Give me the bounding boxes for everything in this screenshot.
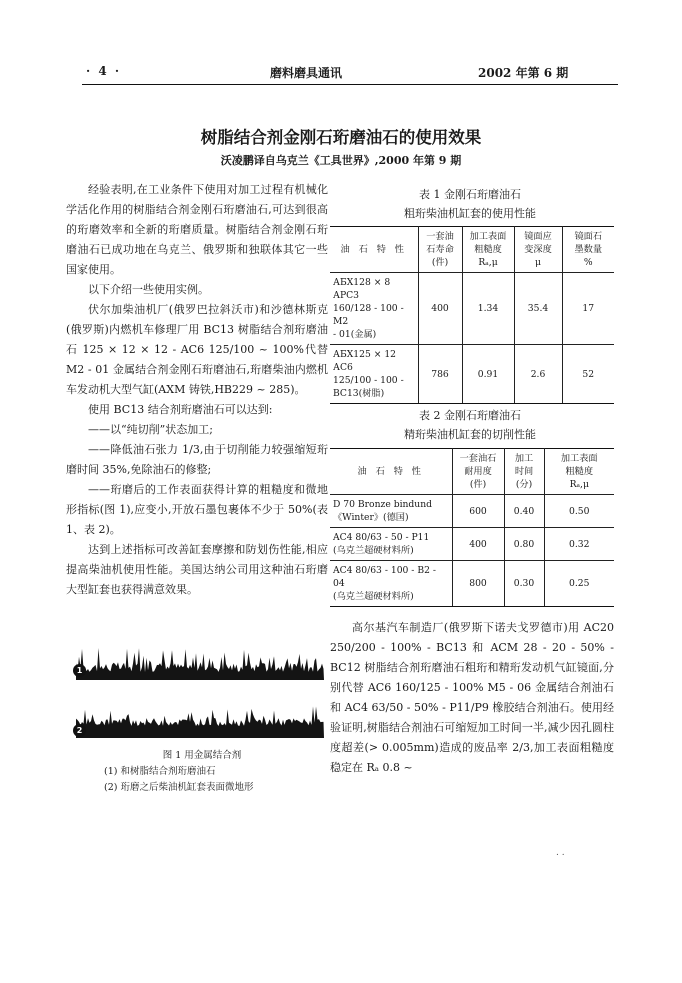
paragraph: 达到上述指标可改善缸套摩擦和防划伤性能,相应提高柴油机使用性能。美国达纳公司用这种油石珩磨大型缸套也获得满意效果。 xyxy=(66,543,328,596)
table1-cell: 0.91 xyxy=(462,345,514,404)
figure-caption-item: (1) 和树脂结合剂珩磨油石 xyxy=(104,766,216,777)
table2-cell: 0.50 xyxy=(544,495,614,528)
table1-caption-line1: 表 1 金刚石珩磨油石 xyxy=(419,188,521,201)
table1-header-cell: 一套油 石寿命 (件) xyxy=(418,227,462,273)
table1-cell: 17 xyxy=(562,273,614,345)
table2 xyxy=(330,448,614,607)
table2-cell: 400 xyxy=(452,528,504,561)
paragraph: 高尔基汽车制造厂(俄罗斯下诺夫戈罗德市)用 AC20 250/200 - 100% - BC13 和 ACM 28 - 20 - 50% - BC12 树脂结合剂珩磨油石粗珩和精珩发动机气缸镜面,分别代替 AC6 160/125 - 100% M5 - 06 金属结合剂油石和 AC4 63/50 - 50% - P11/P9 橡胶结合剂油石。使用经验证明,树脂结合剂油石可缩短加工时间一半,减少因孔圆柱度超差(> 0.005mm)造成的废品率 2/3,加工表面粗糙度稳定在 Rₐ 0.8 ~ xyxy=(330,621,614,774)
paragraph: ——珩磨后的工作表面获得计算的粗糙度和微地形指标(图 1),应变小,开放石墨包裹体不少于 50%(表 1、表 2)。 xyxy=(66,483,328,536)
table2-cell: 600 xyxy=(452,495,504,528)
table2-cell: 0.40 xyxy=(504,495,544,528)
table1-header-cell: 加工表面 粗糙度 Rₐ,μ xyxy=(462,227,514,273)
figure-microtopography-1 xyxy=(76,646,324,680)
figure-badge-1: 1 xyxy=(73,664,86,677)
table1-caption-line2: 粗珩柴油机缸套的使用性能 xyxy=(404,207,536,220)
figure-badge-2: 2 xyxy=(73,724,86,737)
table2-cell: 0.25 xyxy=(544,561,614,607)
paragraph: ——降低油石张力 1/3,由于切削能力较强缩短珩磨时间 35%,免除油石的修整; xyxy=(66,443,328,476)
table2-header-cell: 加工表面 粗糙度 Rₐ,μ xyxy=(544,449,614,495)
header-rule xyxy=(82,84,618,85)
figure-caption-item: (2) 珩磨之后柴油机缸套表面微地形 xyxy=(104,782,254,793)
table2-cell: 0.80 xyxy=(504,528,544,561)
table2-cell: 0.32 xyxy=(544,528,614,561)
table2-header-name: 油 石 特 性 xyxy=(330,449,452,495)
journal-name: 磨料磨具通讯 xyxy=(270,66,343,80)
table1-row-name: АБХ125 × 12 АС6 125/100 - 100 - BC13(树脂) xyxy=(330,345,418,404)
paragraph: 经验表明,在工业条件下使用对加工过程有机械化学活化作用的树脂结合剂金刚石珩磨油石,可达到很高的珩磨效率和全新的珩磨质量。树脂结合剂金刚石珩磨油石已成功地在乌克兰、俄罗斯和独联体其它一些国家使用。 xyxy=(66,183,328,276)
page-number: · 4 · xyxy=(86,64,122,78)
table2-row-name: D 70 Bronze bindund 《Winter》(德国) xyxy=(330,495,452,528)
table2-caption-line2: 精珩柴油机缸套的切削性能 xyxy=(404,428,536,441)
table1-cell: 1.34 xyxy=(462,273,514,345)
table1-header-cell: 镜面应 变深度 μ xyxy=(514,227,562,273)
table2-header-cell: 加工 时间 (分) xyxy=(504,449,544,495)
table1-header-name: 油 石 特 性 xyxy=(330,227,418,273)
issue-label: 2002 年第 6 期 xyxy=(478,66,569,80)
footer-marks: . . xyxy=(556,848,565,858)
table1-cell: 35.4 xyxy=(514,273,562,345)
table2-caption xyxy=(336,406,604,444)
table1-cell: 52 xyxy=(562,345,614,404)
body-right-column xyxy=(330,618,614,778)
table2-cell: 800 xyxy=(452,561,504,607)
table1-header-row xyxy=(330,227,614,273)
figure-microtopography-2 xyxy=(76,704,324,738)
body-left-column xyxy=(66,180,328,600)
table2-header-row xyxy=(330,449,614,495)
figure-caption-title: 图 1 用金属结合剂 xyxy=(162,750,242,761)
paragraph: 以下介绍一些使用实例。 xyxy=(88,283,209,296)
surface-profile-fill xyxy=(76,706,324,738)
table1-header-cell: 镜面石 墨数量 % xyxy=(562,227,614,273)
surface-profile-fill xyxy=(76,648,324,680)
table-row xyxy=(330,528,614,561)
table1-cell: 2.6 xyxy=(514,345,562,404)
paragraph: 伏尔加柴油机厂(俄罗巴拉斜沃市)和沙德林斯克(俄罗斯)内燃机车修理厂用 BC13 树脂结合剂珩磨油石 125 × 12 × 12 - AC6 125/100 ~ 100%代替 M2 - 01 金属结合剂金刚石珩磨油石,珩磨柴油内燃机车发动机大型气缸(AXM 铸铁,HB229 ~ 285)。 xyxy=(66,303,328,396)
table1-cell: 786 xyxy=(418,345,462,404)
table1-row-name: АБХ128 × 8 АРС3 160/128 - 100 - M2 - 01(金属) xyxy=(330,273,418,345)
table2-caption-line1: 表 2 金刚石珩磨油石 xyxy=(419,409,521,422)
table-row xyxy=(330,273,614,345)
surface-profile-2 xyxy=(76,704,324,738)
article-byline: 沃凌鹏译自乌克兰《工具世界》,2000 年第 9 期 xyxy=(220,154,462,167)
table-row xyxy=(330,345,614,404)
figure-caption xyxy=(76,748,328,796)
table-row xyxy=(330,561,614,607)
table2-cell: 0.30 xyxy=(504,561,544,607)
paragraph: ——以“纯切削”状态加工; xyxy=(88,423,213,436)
table1-caption xyxy=(336,185,604,223)
table-row xyxy=(330,495,614,528)
surface-profile-1 xyxy=(76,646,324,680)
paragraph: 使用 BC13 结合剂珩磨油石可以达到: xyxy=(88,403,273,416)
table2-row-name: AC4 80/63 - 100 - B2 - 04 (乌克兰超硬材料所) xyxy=(330,561,452,607)
table1-cell: 400 xyxy=(418,273,462,345)
table2-header-cell: 一套油石 耐用度 (件) xyxy=(452,449,504,495)
table2-row-name: AC4 80/63 - 50 - P11 (乌克兰超硬材料所) xyxy=(330,528,452,561)
article-title: 树脂结合剂金刚石珩磨油石的使用效果 xyxy=(200,128,482,147)
table1 xyxy=(330,226,614,404)
